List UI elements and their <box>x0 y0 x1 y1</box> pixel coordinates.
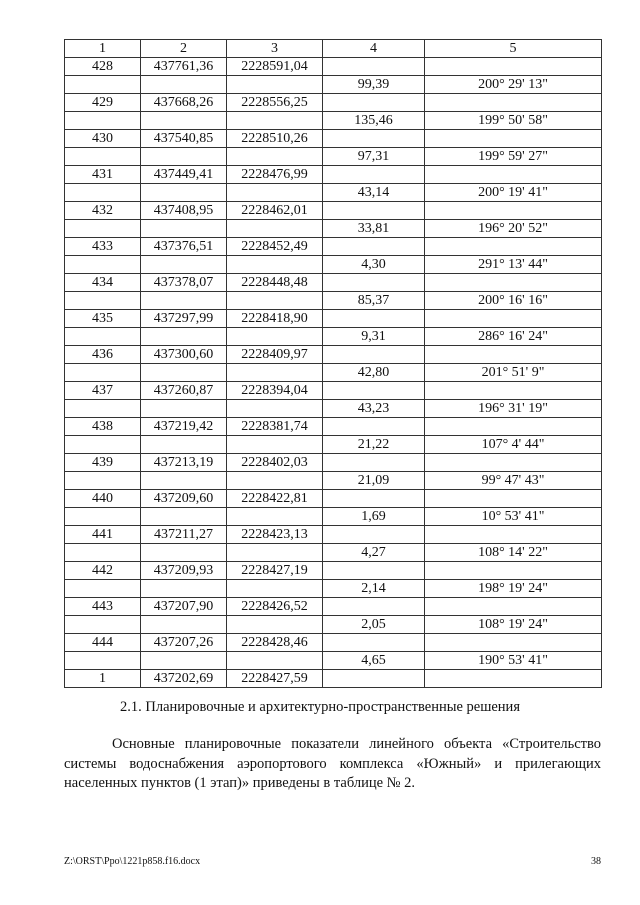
segment-row <box>65 256 602 274</box>
empty-cell <box>141 112 227 130</box>
empty-cell <box>141 400 227 418</box>
table-cell: 434 <box>65 274 141 292</box>
table-cell: 2228427,59 <box>227 670 323 688</box>
empty-cell <box>425 238 602 256</box>
segment-row <box>65 292 602 310</box>
empty-cell <box>141 508 227 526</box>
table-cell: 437449,41 <box>141 166 227 184</box>
empty-cell <box>227 184 323 202</box>
empty-cell <box>65 580 141 598</box>
table-cell: 430 <box>65 130 141 148</box>
point-row <box>65 130 602 148</box>
table-cell: 438 <box>65 418 141 436</box>
table-cell: 4,30 <box>323 256 425 274</box>
table-cell: 437540,85 <box>141 130 227 148</box>
table-cell: 437668,26 <box>141 94 227 112</box>
segment-row <box>65 328 602 346</box>
point-row <box>65 202 602 220</box>
empty-cell <box>65 436 141 454</box>
table-cell: 99,39 <box>323 76 425 94</box>
segment-row <box>65 508 602 526</box>
table-cell: 437408,95 <box>141 202 227 220</box>
table-body <box>65 58 602 688</box>
empty-cell <box>141 580 227 598</box>
segment-row <box>65 220 602 238</box>
empty-cell <box>65 616 141 634</box>
table-cell: 442 <box>65 562 141 580</box>
empty-cell <box>227 472 323 490</box>
segment-row <box>65 472 602 490</box>
table-cell: 433 <box>65 238 141 256</box>
empty-cell <box>425 310 602 328</box>
point-row <box>65 526 602 544</box>
empty-cell <box>323 238 425 256</box>
point-row <box>65 670 602 688</box>
table-cell: 437 <box>65 382 141 400</box>
empty-cell <box>425 562 602 580</box>
empty-cell <box>323 166 425 184</box>
table-cell: 428 <box>65 58 141 76</box>
empty-cell <box>323 58 425 76</box>
point-row <box>65 490 602 508</box>
section-heading: 2.1. Планировочные и архитектурно-пространственные решения <box>120 699 520 715</box>
point-row <box>65 166 602 184</box>
empty-cell <box>227 76 323 94</box>
table-cell: 199° 59' 27" <box>425 148 602 166</box>
table-cell: 2228448,48 <box>227 274 323 292</box>
table-cell: 437211,27 <box>141 526 227 544</box>
empty-cell <box>227 400 323 418</box>
table-cell: 2228402,03 <box>227 454 323 472</box>
empty-cell <box>227 508 323 526</box>
table-cell: 190° 53' 41" <box>425 652 602 670</box>
table-cell: 200° 16' 16" <box>425 292 602 310</box>
table-cell: 9,31 <box>323 328 425 346</box>
table-cell: 2228418,90 <box>227 310 323 328</box>
table-cell: 2228476,99 <box>227 166 323 184</box>
empty-cell <box>323 310 425 328</box>
empty-cell <box>323 418 425 436</box>
table-cell: 439 <box>65 454 141 472</box>
empty-cell <box>323 562 425 580</box>
empty-cell <box>65 508 141 526</box>
column-header: 2 <box>141 40 227 58</box>
point-row <box>65 58 602 76</box>
empty-cell <box>227 364 323 382</box>
table-cell: 437378,07 <box>141 274 227 292</box>
empty-cell <box>323 670 425 688</box>
table-cell: 108° 19' 24" <box>425 616 602 634</box>
table-cell: 437260,87 <box>141 382 227 400</box>
empty-cell <box>323 130 425 148</box>
empty-cell <box>141 544 227 562</box>
table-cell: 135,46 <box>323 112 425 130</box>
empty-cell <box>425 94 602 112</box>
table-cell: 444 <box>65 634 141 652</box>
column-header: 5 <box>425 40 602 58</box>
point-row <box>65 238 602 256</box>
table-cell: 437219,42 <box>141 418 227 436</box>
table-cell: 437209,60 <box>141 490 227 508</box>
empty-cell <box>141 616 227 634</box>
table-cell: 10° 53' 41" <box>425 508 602 526</box>
segment-row <box>65 400 602 418</box>
footer-file-path: Z:\ORST\Ppo\1221p858.f16.docx <box>64 856 201 867</box>
empty-cell <box>65 256 141 274</box>
table-cell: 437297,99 <box>141 310 227 328</box>
segment-row <box>65 580 602 598</box>
point-row <box>65 598 602 616</box>
empty-cell <box>227 220 323 238</box>
empty-cell <box>65 220 141 238</box>
empty-cell <box>141 472 227 490</box>
empty-cell <box>65 112 141 130</box>
table-cell: 196° 20' 52" <box>425 220 602 238</box>
empty-cell <box>425 382 602 400</box>
empty-cell <box>425 490 602 508</box>
empty-cell <box>323 634 425 652</box>
table-cell: 33,81 <box>323 220 425 238</box>
table-cell: 43,23 <box>323 400 425 418</box>
segment-row <box>65 616 602 634</box>
empty-cell <box>141 328 227 346</box>
table-cell: 2228591,04 <box>227 58 323 76</box>
table-cell: 2228427,19 <box>227 562 323 580</box>
table-cell: 198° 19' 24" <box>425 580 602 598</box>
table-cell: 440 <box>65 490 141 508</box>
table-cell: 2228452,49 <box>227 238 323 256</box>
table-cell: 4,27 <box>323 544 425 562</box>
table-cell: 431 <box>65 166 141 184</box>
table-cell: 429 <box>65 94 141 112</box>
empty-cell <box>65 400 141 418</box>
table-cell: 437207,90 <box>141 598 227 616</box>
point-row <box>65 562 602 580</box>
empty-cell <box>65 184 141 202</box>
table-cell: 196° 31' 19" <box>425 400 602 418</box>
table-cell: 85,37 <box>323 292 425 310</box>
empty-cell <box>425 274 602 292</box>
empty-cell <box>425 598 602 616</box>
table-cell: 437207,26 <box>141 634 227 652</box>
table-cell: 97,31 <box>323 148 425 166</box>
empty-cell <box>227 112 323 130</box>
table-cell: 2228409,97 <box>227 346 323 364</box>
point-row <box>65 634 602 652</box>
empty-cell <box>227 544 323 562</box>
table-cell: 200° 19' 41" <box>425 184 602 202</box>
table-cell: 43,14 <box>323 184 425 202</box>
table-cell: 437209,93 <box>141 562 227 580</box>
empty-cell <box>425 634 602 652</box>
empty-cell <box>141 220 227 238</box>
empty-cell <box>141 292 227 310</box>
empty-cell <box>65 76 141 94</box>
table-cell: 437213,19 <box>141 454 227 472</box>
point-row <box>65 94 602 112</box>
table-cell: 286° 16' 24" <box>425 328 602 346</box>
empty-cell <box>425 202 602 220</box>
table-cell: 291° 13' 44" <box>425 256 602 274</box>
empty-cell <box>65 292 141 310</box>
empty-cell <box>323 490 425 508</box>
empty-cell <box>323 382 425 400</box>
segment-row <box>65 76 602 94</box>
table-cell: 199° 50' 58" <box>425 112 602 130</box>
table-cell: 2228422,81 <box>227 490 323 508</box>
body-paragraph: Основные планировочные показатели линейного объекта «Строительство системы водоснабжения аэропортового комплекса «Южный» и прилегающих населенных пунктов (1 этап)» приведены в таблице № 2. <box>64 736 601 791</box>
table-cell: 4,65 <box>323 652 425 670</box>
column-header: 3 <box>227 40 323 58</box>
empty-cell <box>323 346 425 364</box>
table-cell: 2228556,25 <box>227 94 323 112</box>
table-cell: 99° 47' 43" <box>425 472 602 490</box>
segment-row <box>65 436 602 454</box>
empty-cell <box>323 94 425 112</box>
empty-cell <box>425 346 602 364</box>
empty-cell <box>323 202 425 220</box>
column-header: 1 <box>65 40 141 58</box>
empty-cell <box>227 616 323 634</box>
table-cell: 108° 14' 22" <box>425 544 602 562</box>
empty-cell <box>425 670 602 688</box>
table-cell: 2,14 <box>323 580 425 598</box>
table-cell: 21,09 <box>323 472 425 490</box>
table-cell: 2228428,46 <box>227 634 323 652</box>
empty-cell <box>141 436 227 454</box>
empty-cell <box>65 328 141 346</box>
point-row <box>65 454 602 472</box>
empty-cell <box>65 544 141 562</box>
point-row <box>65 346 602 364</box>
empty-cell <box>227 328 323 346</box>
table-cell: 2228394,04 <box>227 382 323 400</box>
empty-cell <box>141 148 227 166</box>
table-cell: 1,69 <box>323 508 425 526</box>
table-cell: 435 <box>65 310 141 328</box>
table-cell: 437761,36 <box>141 58 227 76</box>
empty-cell <box>227 580 323 598</box>
empty-cell <box>65 472 141 490</box>
empty-cell <box>141 76 227 94</box>
table-cell: 2228462,01 <box>227 202 323 220</box>
table-cell: 1 <box>65 670 141 688</box>
empty-cell <box>65 652 141 670</box>
point-row <box>65 274 602 292</box>
empty-cell <box>65 364 141 382</box>
table-cell: 42,80 <box>323 364 425 382</box>
table-cell: 443 <box>65 598 141 616</box>
segment-row <box>65 112 602 130</box>
segment-row <box>65 544 602 562</box>
empty-cell <box>425 418 602 436</box>
empty-cell <box>425 58 602 76</box>
empty-cell <box>323 598 425 616</box>
segment-row <box>65 184 602 202</box>
table-header-row <box>65 40 602 58</box>
segment-row <box>65 652 602 670</box>
table-cell: 200° 29' 13" <box>425 76 602 94</box>
point-row <box>65 382 602 400</box>
table-cell: 21,22 <box>323 436 425 454</box>
empty-cell <box>227 436 323 454</box>
table-cell: 441 <box>65 526 141 544</box>
table-cell: 2228423,13 <box>227 526 323 544</box>
table-cell: 437376,51 <box>141 238 227 256</box>
empty-cell <box>227 256 323 274</box>
empty-cell <box>425 166 602 184</box>
page-number: 38 <box>591 856 601 867</box>
table-cell: 2228510,26 <box>227 130 323 148</box>
empty-cell <box>227 148 323 166</box>
empty-cell <box>425 526 602 544</box>
coordinates-table <box>64 39 602 688</box>
empty-cell <box>141 652 227 670</box>
table-cell: 432 <box>65 202 141 220</box>
table-cell: 436 <box>65 346 141 364</box>
table-cell: 2228381,74 <box>227 418 323 436</box>
empty-cell <box>141 256 227 274</box>
point-row <box>65 418 602 436</box>
table-cell: 437202,69 <box>141 670 227 688</box>
empty-cell <box>425 454 602 472</box>
point-row <box>65 310 602 328</box>
empty-cell <box>65 148 141 166</box>
table-cell: 107° 4' 44" <box>425 436 602 454</box>
table-cell: 2,05 <box>323 616 425 634</box>
empty-cell <box>323 274 425 292</box>
empty-cell <box>323 454 425 472</box>
empty-cell <box>227 652 323 670</box>
empty-cell <box>425 130 602 148</box>
table-cell: 2228426,52 <box>227 598 323 616</box>
table-cell: 201° 51' 9" <box>425 364 602 382</box>
empty-cell <box>323 526 425 544</box>
segment-row <box>65 148 602 166</box>
column-header: 4 <box>323 40 425 58</box>
table-cell: 437300,60 <box>141 346 227 364</box>
segment-row <box>65 364 602 382</box>
empty-cell <box>227 292 323 310</box>
empty-cell <box>141 184 227 202</box>
empty-cell <box>141 364 227 382</box>
